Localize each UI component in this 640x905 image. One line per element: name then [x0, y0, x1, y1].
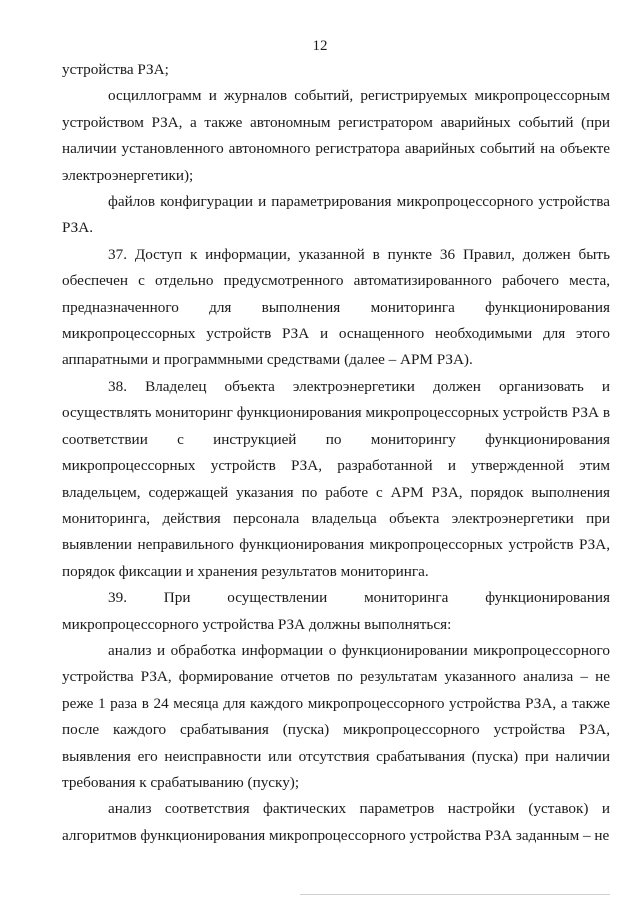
paragraph-clause-39: 39. При осуществлении мониторинга функционирования микропроцессорного устройства РЗА должны выполняться:	[62, 589, 610, 633]
paragraph-analysis-processing: анализ и обработка информации о функционировании микропроцессорного устройства РЗА, формирование отчетов по результатам указанного анализа – не реже 1 раза в 24 месяца для каждого микропроцессорного устройства РЗА, а также после каждого срабатывания (пуска) микропроцессорного устройства РЗА, выявления его неисправности или отсутствия срабатывания (пуска) при наличии требования к срабатыванию (пуску);	[62, 641, 610, 791]
paragraph-clause-38: 38. Владелец объекта электроэнергетики должен организовать и осуществлять мониторинг функционирования микропроцессорных устройств РЗА в соответствии с инструкцией по мониторингу функционирования микропроцессорных устройств РЗА, разработанной и утвержденной этим владельцем, содержащей указания по работе с АРМ РЗА, порядок выполнения мониторинга, действия персонала владельца объекта электроэнергетики при выявлении неправильного функционирования микропроцессорных устройств РЗА, порядок фиксации и хранения результатов мониторинга.	[62, 377, 610, 580]
document-body	[62, 57, 610, 849]
paragraph-settings-analysis: анализ соответствия фактических параметров настройки (уставок) и алгоритмов функционирования микропроцессорного устройства РЗА заданным – не	[62, 800, 610, 844]
paragraph-oscillograms: осциллограмм и журналов событий, регистрируемых микропроцессорным устройством РЗА, а также автономным регистратором аварийных событий (при наличии установленного автономного регистратора аварийных событий на объекте электроэнергетики);	[62, 87, 610, 184]
scan-bottom-edge	[300, 894, 610, 895]
paragraph-device-continuation: устройства РЗА;	[62, 61, 169, 78]
paragraph-clause-37: 37. Доступ к информации, указанной в пункте 36 Правил, должен быть обеспечен с отдельно предусмотренного автоматизированного рабочего места, предназначенного для выполнения мониторинга функционирования микропроцессорных устройств РЗА и оснащенного необходимыми для этого аппаратными и программными средствами (далее – АРМ РЗА).	[62, 245, 610, 369]
page-number: 12	[312, 38, 328, 54]
paragraph-config-files: файлов конфигурации и параметрирования микропроцессорного устройства РЗА.	[62, 193, 610, 237]
